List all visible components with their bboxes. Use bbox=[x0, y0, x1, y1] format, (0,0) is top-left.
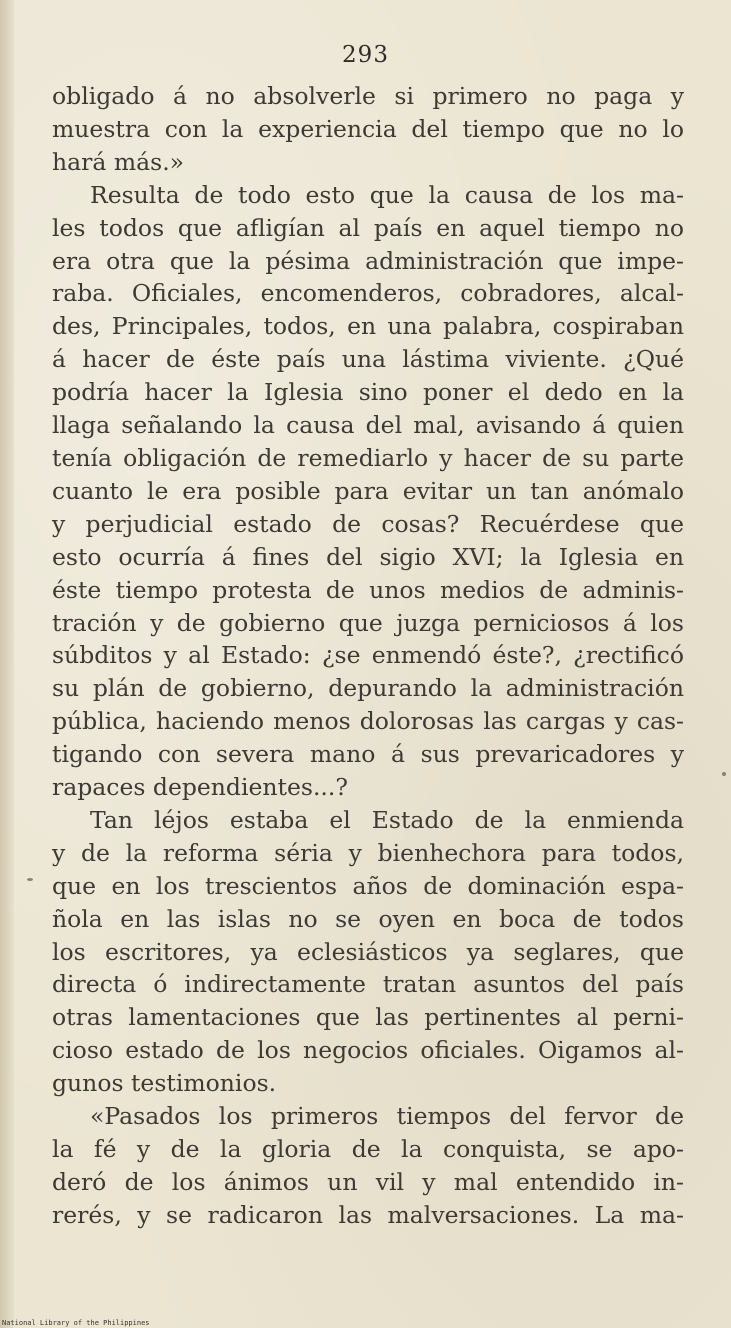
text-line: era otra que la pésima administración que impe- bbox=[52, 246, 684, 275]
paper-blemish bbox=[722, 772, 726, 776]
text-line: que en los trescientos años de dominación espa- bbox=[52, 871, 684, 900]
text-line: pública, haciendo menos dolorosas las cargas y cas- bbox=[52, 707, 684, 736]
text-line: hará más.» bbox=[52, 147, 185, 176]
text-line: rapaces dependientes...? bbox=[52, 773, 348, 802]
text-line: los escritores, ya eclesiásticos ya seglares, que bbox=[52, 937, 684, 966]
text-line: esto ocurría á fines del sigio XVI; la Iglesia en bbox=[52, 542, 684, 571]
text-line: á hacer de éste país una lástima viviente. ¿Qué bbox=[52, 345, 684, 374]
text-line: Resulta de todo esto que la causa de los ma- bbox=[90, 180, 684, 209]
text-line: su plán de gobierno, depurando la administración bbox=[52, 674, 684, 703]
text-line: tenía obligación de remediarlo y hacer de su parte bbox=[52, 443, 684, 472]
text-line: les todos que afligían al país en aquel tiempo no bbox=[52, 213, 684, 242]
text-line: ñola en las islas no se oyen en boca de todos bbox=[52, 904, 684, 933]
text-line: gunos testimonios. bbox=[52, 1069, 277, 1098]
text-line: Tan léjos estaba el Estado de la enmienda bbox=[90, 805, 684, 834]
paper-blemish bbox=[27, 878, 33, 881]
text-line: directa ó indirectamente tratan asuntos del país bbox=[52, 970, 684, 999]
text-line: tigando con severa mano á sus prevaricadores y bbox=[52, 740, 684, 769]
text-line: deró de los ánimos un vil y mal entendido in- bbox=[52, 1167, 684, 1196]
text-line: rerés, y se radicaron las malversaciones. La ma- bbox=[52, 1200, 684, 1229]
text-line: llaga señalando la causa del mal, avisando á quien bbox=[52, 411, 684, 440]
text-line: raba. Oficiales, encomenderos, cobradores, alcal- bbox=[52, 279, 684, 308]
text-line: y perjudicial estado de cosas? Recuérdese que bbox=[52, 509, 684, 538]
text-line: podría hacer la Iglesia sino poner el dedo en la bbox=[52, 378, 684, 407]
text-line: «Pasados los primeros tiempos del fervor de bbox=[90, 1102, 684, 1131]
text-line: y de la reforma séria y bienhechora para todos, bbox=[52, 838, 684, 867]
page-binding-edge bbox=[0, 0, 14, 1328]
text-line: otras lamentaciones que las pertinentes al perni- bbox=[52, 1003, 684, 1032]
text-line: obligado á no absolverle si primero no paga y bbox=[52, 82, 684, 110]
body-text bbox=[52, 80, 684, 1232]
text-line: cioso estado de los negocios oficiales. Oigamos al- bbox=[52, 1036, 684, 1065]
text-line: la fé y de la gloria de la conquista, se apo- bbox=[52, 1135, 684, 1163]
text-line: cuanto le era posible para evitar un tan anómalo bbox=[52, 476, 684, 505]
text-line: muestra con la experiencia del tiempo que no lo bbox=[52, 114, 684, 143]
library-credit: National Library of the Philippines bbox=[2, 1319, 150, 1327]
text-line: tración y de gobierno que juzga perniciosos á los bbox=[52, 608, 684, 637]
page-number: 293 bbox=[342, 42, 389, 68]
text-line: súbditos y al Estado: ¿se enmendó éste?, ¿rectificó bbox=[52, 641, 684, 670]
text-line: éste tiempo protesta de unos medios de adminis- bbox=[52, 575, 684, 604]
text-line: des, Principales, todos, en una palabra, cospiraban bbox=[52, 312, 684, 341]
